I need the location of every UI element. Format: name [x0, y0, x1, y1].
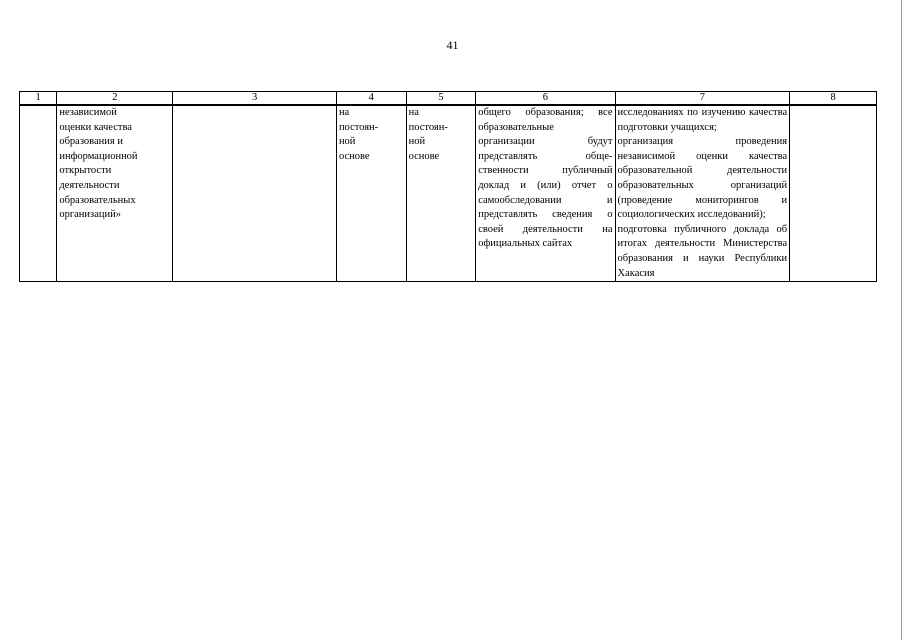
column-number-8: 8: [790, 92, 877, 106]
cell-index: [20, 105, 57, 282]
cell-end-period: на постоян- ной основе: [406, 105, 476, 282]
column-number-5: 5: [406, 92, 476, 106]
column-number-7: 7: [615, 92, 790, 106]
column-number-3: 3: [173, 92, 337, 106]
page-edge-line: [901, 0, 902, 640]
table-row: [20, 105, 877, 282]
cell-column-3: [173, 105, 337, 282]
cell-expected-result: общего образования; все образовательные организации будут представлять общественности публичный доклад и (или) отчет о самообследовании и представлять сведения о своей деятельности на официальных сайтах: [476, 105, 615, 282]
cell-column-8: [790, 105, 877, 282]
cell-activities: исследованиях по изучению качества подготовки учащихся; организация проведения независимой оценки качества образовательной деятельности образовательных организаций (проведение мониторингов и социологических исследований); подготовка публичного доклада об итогах деятельности Министерства образования и науки Республики Хакасия: [615, 105, 790, 282]
column-number-6: 6: [476, 92, 615, 106]
column-number-row: [20, 92, 877, 106]
plan-table: [19, 91, 877, 282]
column-number-2: 2: [57, 92, 173, 106]
cell-measure: независимой оценки качества образования и информационной открытости деятельности образовательных организаций»: [57, 105, 173, 282]
column-number-4: 4: [336, 92, 406, 106]
page-number: 41: [446, 38, 459, 52]
column-number-1: 1: [20, 92, 57, 106]
cell-start-period: на постоян- ной основе: [336, 105, 406, 282]
